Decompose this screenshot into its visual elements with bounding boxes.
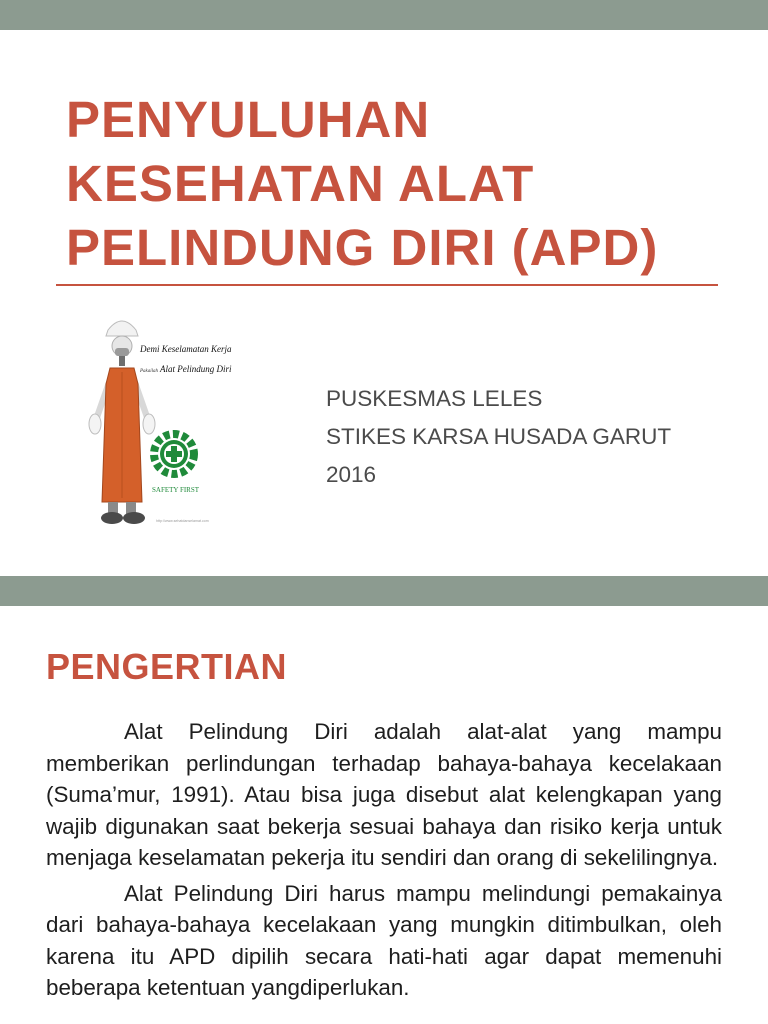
slide-title-line-2: KESEHATAN ALAT: [66, 155, 535, 212]
slide-separator-middle: [0, 576, 768, 606]
slide-subtitle: [326, 380, 671, 494]
safety-cross-gear-icon: [154, 434, 194, 474]
right-boot-icon: [123, 512, 145, 524]
illustration-caption-line-1: Demi Keselamatan Kerja: [140, 344, 232, 354]
left-glove-icon: [89, 414, 101, 434]
subtitle-organization: PUSKESMAS LELES: [326, 386, 543, 411]
slide-separator-top: [0, 0, 768, 30]
illustration-caption-line-2: Alat Pelindung Diri: [160, 364, 232, 374]
right-glove-icon: [143, 414, 155, 434]
title-underline: [56, 284, 718, 286]
paragraph-requirements: Alat Pelindung Diri harus mampu melindungi pemakainya dari bahaya-bahaya kecelakaan yang mungkin ditimbulkan, oleh karena itu APD dipilih secara hati-hati agar dapat memenuhi beberapa ketentuan yangdiperlukan.: [46, 880, 722, 1000]
section-title: PENGERTIAN: [46, 646, 288, 687]
content-slide: [0, 606, 768, 1024]
subtitle-institution: STIKES KARSA HUSADA GARUT: [326, 424, 672, 449]
safety-worker-illustration: [80, 312, 240, 528]
subtitle-year: 2016: [326, 462, 377, 487]
title-slide: [0, 30, 768, 576]
paragraph-definition: Alat Pelindung Diri adalah alat-alat yang mampu memberikan perlindungan terhadap bahaya-bahaya kecelakaan (Suma’mur, 1991). Atau bisa juga disebut alat kelengkapan yang wajib digunakan saat bekerja sesuai bahaya dan risiko kerja untuk menjaga keselamatan pekerja itu sendiri dan orang di sekelilingnya.: [46, 719, 722, 870]
face-mask-icon: [115, 348, 129, 356]
left-boot-icon: [101, 512, 123, 524]
section-body: [46, 716, 722, 1008]
slide-title: [66, 88, 746, 280]
safety-first-label: SAFETY FIRST: [152, 486, 200, 494]
illustration-credit: http://www.sehatdanselamat.com: [156, 519, 209, 523]
illustration-caption-prefix: Pakailah: [140, 369, 159, 374]
slide-title-line-1: PENYULUHAN: [66, 91, 431, 148]
helmet-icon: [106, 321, 138, 336]
slide-title-line-3: PELINDUNG DIRI (APD): [66, 219, 659, 276]
